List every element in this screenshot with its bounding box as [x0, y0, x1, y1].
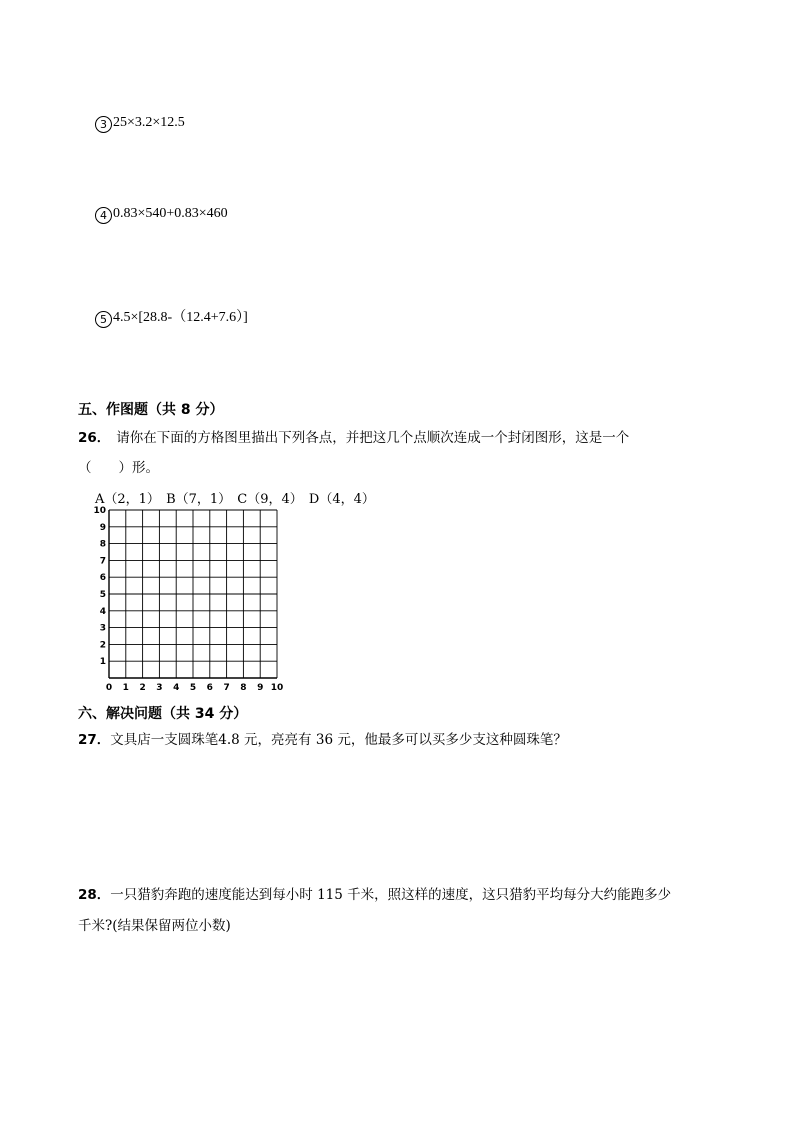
- exercise-5: [95, 306, 248, 328]
- x-tick-label: 1: [122, 683, 129, 693]
- x-tick-label: 7: [223, 683, 230, 693]
- x-axis-labels: [106, 683, 283, 693]
- x-tick-label: 10: [270, 683, 284, 693]
- y-tick-label: 9: [99, 522, 106, 533]
- x-tick-label: 5: [189, 683, 197, 693]
- x-tick-label: 3: [156, 683, 163, 693]
- question-28-cont: 千米?(结果保留两位小数): [78, 918, 231, 934]
- x-tick-label: 4: [173, 683, 180, 693]
- x-tick-label: 2: [139, 683, 146, 693]
- y-tick-label: 7: [99, 556, 106, 567]
- y-tick-label: 8: [99, 539, 106, 550]
- circled-number-3: 3: [95, 116, 112, 133]
- question-27-text: 文具店一支圆珠笔4.8 元，亮亮有 36 元，他最多可以买多少支这种圆珠笔？: [110, 732, 567, 748]
- x-tick-label: 6: [206, 683, 213, 693]
- question-28-number: 28．: [78, 887, 111, 903]
- y-tick-label: 1: [99, 657, 106, 668]
- x-tick-label: 8: [240, 683, 247, 693]
- x-tick-label: 0: [105, 683, 113, 693]
- exercise-5-expression: 4.5×[28.8-（12.4+7.6）]: [113, 310, 248, 325]
- exercise-3-expression: 25×3.2×12.5: [113, 115, 185, 130]
- y-tick-label: 6: [99, 573, 106, 584]
- question-26-blank: （ ）形。: [78, 460, 159, 476]
- y-tick-label: 10: [93, 506, 106, 516]
- grid-lines: [109, 510, 277, 678]
- question-28: [78, 883, 671, 903]
- y-tick-label: 4: [99, 606, 106, 617]
- y-tick-label: 2: [99, 640, 106, 651]
- circled-number-5: 5: [95, 311, 112, 328]
- question-28-text: 一只猎豹奔跑的速度能达到每小时 115 千米，照这样的速度，这只猎豹平均每分大约能跑多少: [110, 887, 672, 903]
- question-27: [78, 728, 567, 748]
- exercise-4-expression: 0.83×540+0.83×460: [113, 206, 228, 221]
- question-27-number: 27．: [78, 732, 111, 748]
- section-5-heading: 五、作图题（共 8 分）: [78, 402, 224, 418]
- exercise-3: [95, 115, 185, 133]
- exercise-4: [95, 206, 228, 224]
- question-26: [78, 426, 629, 446]
- question-26-text: 请你在下面的方格图里描出下列各点，并把这几个点顺次连成一个封闭图形，这是一个: [116, 430, 630, 446]
- x-tick-label: 9: [257, 683, 264, 693]
- points-list: A（2，1） B（7，1） C（9，4） D（4，4）: [95, 492, 375, 507]
- question-26-number: 26．: [78, 430, 111, 446]
- section-6-heading: 六、解决问题（共 34 分）: [78, 706, 248, 722]
- coordinate-grid[interactable]: [92, 506, 292, 697]
- y-axis-labels: [93, 506, 106, 667]
- circled-number-4: 4: [95, 207, 112, 224]
- y-tick-label: 5: [99, 590, 106, 600]
- y-tick-label: 3: [99, 623, 106, 634]
